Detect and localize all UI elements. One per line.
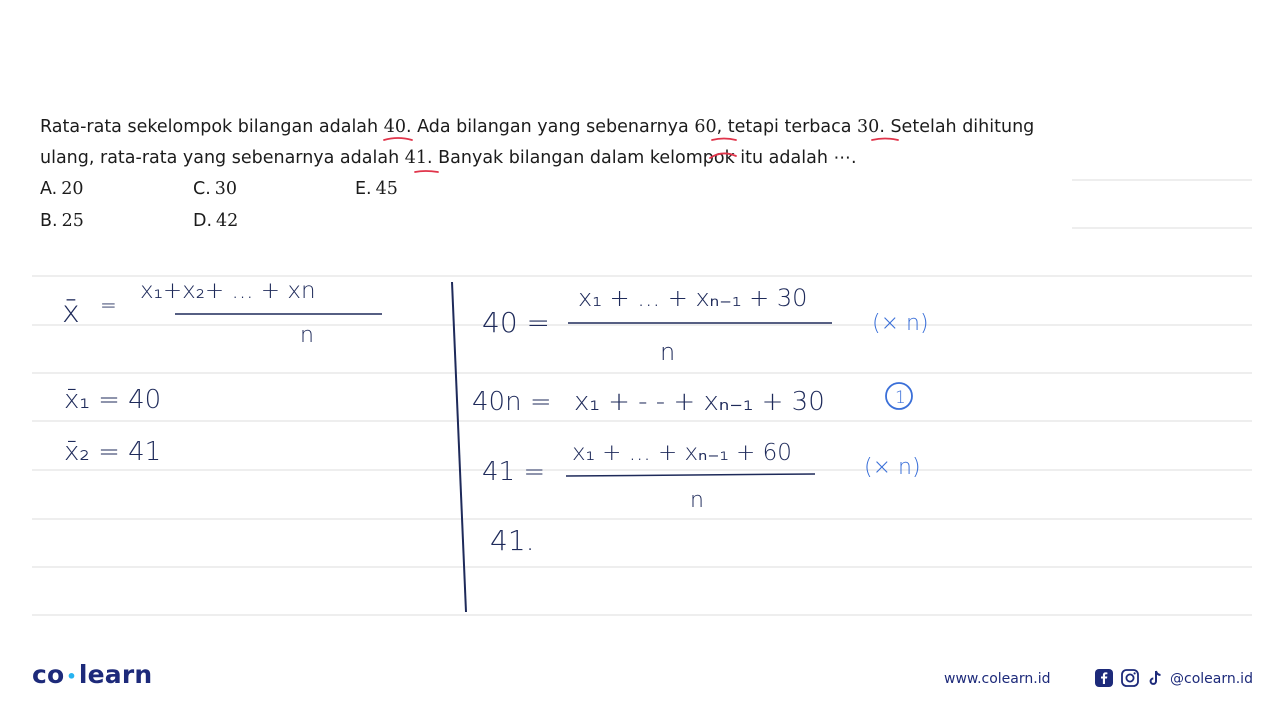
accent-mark bbox=[712, 139, 736, 141]
option-value: 20 bbox=[61, 179, 84, 199]
option-letter: D. bbox=[193, 211, 213, 231]
option-letter: C. bbox=[193, 179, 211, 199]
question-number: 41 bbox=[404, 148, 428, 168]
accent-mark bbox=[872, 139, 898, 141]
question-text-segment: . Setelah dihitung bbox=[879, 117, 1035, 137]
question-number: 30 bbox=[857, 117, 880, 137]
question-text-segment: Rata-rata sekelompok bilangan adalah bbox=[40, 117, 384, 137]
fraction-bar bbox=[566, 474, 815, 476]
equals-sign: = bbox=[100, 293, 117, 317]
mean-formula-numerator: x₁+x₂+ ... + xn bbox=[140, 278, 316, 304]
question-text-segment: , tetapi terbaca bbox=[716, 117, 858, 137]
step-marker-number: 1 bbox=[895, 388, 906, 408]
accent-mark bbox=[710, 153, 736, 158]
accent-mark bbox=[415, 171, 438, 172]
eq1-numerator: x₁ + ... + xₙ₋₁ + 30 bbox=[578, 284, 808, 312]
mean-formula-denominator: n bbox=[300, 323, 314, 348]
xbar-symbol: x̄ bbox=[62, 295, 80, 330]
question-ellipsis: ⋯. bbox=[833, 148, 857, 168]
eq2-lhs: 40n = bbox=[472, 387, 552, 417]
logo-dot-icon: • bbox=[66, 666, 77, 686]
question-number: 60 bbox=[694, 117, 717, 137]
footer-url[interactable]: www.colearn.id bbox=[944, 671, 1051, 687]
instagram-icon[interactable] bbox=[1120, 668, 1140, 688]
question-text-segment: . Banyak bilangan dalam kelompok itu adalah bbox=[427, 148, 834, 168]
question-text-segment: . Ada bilangan yang sebenarnya bbox=[405, 117, 695, 137]
option-letter: E. bbox=[355, 179, 372, 199]
eq1-lhs: 40 = bbox=[482, 306, 550, 339]
mean-2-value: x̄₂ = 41 bbox=[64, 437, 162, 467]
tiktok-icon[interactable] bbox=[1145, 668, 1165, 688]
eq3-note: (× n) bbox=[864, 455, 921, 480]
option-value: 30 bbox=[214, 179, 238, 199]
question-text-segment: ulang, rata-rata yang sebenarnya adalah bbox=[40, 148, 405, 168]
option-value: 25 bbox=[61, 211, 84, 231]
option-letter: A. bbox=[40, 179, 58, 199]
option-value: 42 bbox=[216, 211, 239, 231]
eq4-start: 41. bbox=[490, 524, 535, 557]
eq1-note: (× n) bbox=[872, 311, 929, 336]
option-letter: B. bbox=[40, 211, 58, 231]
mean-1-value: x̄₁ = 40 bbox=[64, 385, 162, 415]
accent-mark bbox=[384, 138, 412, 140]
logo-text-learn: learn bbox=[78, 660, 153, 689]
question-number: 40 bbox=[383, 117, 406, 137]
eq3-lhs: 41 = bbox=[482, 457, 546, 487]
eq3-denominator: n bbox=[690, 488, 704, 513]
eq1-denominator: n bbox=[660, 338, 676, 366]
eq3-numerator: x₁ + ... + xₙ₋₁ + 60 bbox=[572, 440, 792, 466]
footer-handle[interactable]: @colearn.id bbox=[1170, 671, 1253, 687]
facebook-icon[interactable] bbox=[1094, 668, 1114, 688]
colearn-logo bbox=[32, 660, 152, 689]
logo-text-co: co bbox=[32, 660, 65, 689]
accent-marks bbox=[384, 138, 898, 172]
option-value: 45 bbox=[375, 179, 398, 199]
eq2-rhs: x₁ + - - + xₙ₋₁ + 30 bbox=[574, 387, 825, 417]
column-divider bbox=[452, 282, 466, 612]
